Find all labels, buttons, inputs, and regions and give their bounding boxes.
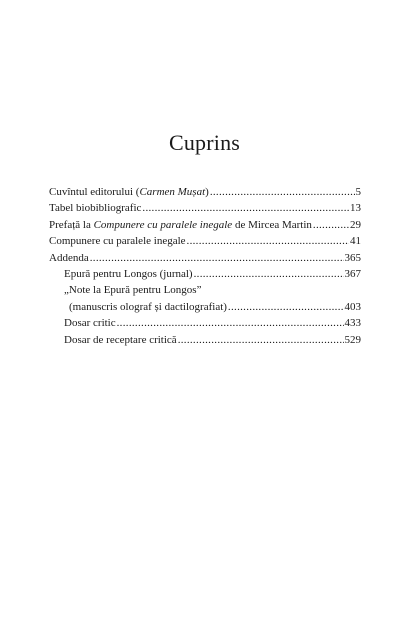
toc-entry-label: Dosar de receptare critică [64,333,177,346]
leader-dots [90,252,344,264]
toc-entry-label: Addenda [49,251,89,264]
toc-page-number: 29 [350,218,361,231]
leader-dots [194,268,344,280]
leader-dots [210,186,355,198]
toc-subentry-label: „Note la Epură pentru Longos” [64,284,202,297]
toc-subentry [49,334,361,350]
toc-entry-label: Dosar critic [64,317,116,330]
toc-entry [49,202,361,218]
toc-subentry [49,268,361,284]
leader-dots [228,301,344,313]
toc-entry-label: Compunere cu paralele inegale [49,235,186,248]
toc-subentry [49,301,361,317]
leader-dots [142,202,349,214]
toc-page-number: 41 [350,235,361,248]
toc-page-number: 433 [344,317,361,330]
toc-entry-label: (manuscris olograf și dactilografiat) [69,300,227,313]
leader-dots [117,317,344,329]
toc-entry [49,186,361,202]
toc-entry-label: Tabel biobibliografic [49,202,142,215]
leader-dots [313,219,349,231]
leader-dots [178,334,344,346]
toc-entry [49,252,361,268]
toc-entry [49,219,361,235]
toc-entry-label: Prefață la Compunere cu paralele inegale de Mircea Martin [49,218,312,231]
toc-entry-label: Cuvîntul editorului (Carmen Mușat) [49,186,209,198]
page-title: Cuprins [168,130,241,155]
toc-page-number: 13 [350,202,361,215]
toc-entry-label: Epură pentru Longos (jurnal) [64,267,193,280]
toc-subentry [49,317,361,333]
toc-page-number: 367 [344,267,361,280]
table-of-contents [49,186,361,350]
toc-page-number: 529 [344,333,361,346]
toc-page-number: 5 [355,186,361,198]
leader-dots [187,235,349,247]
toc-page-number: 403 [344,300,361,313]
toc-entry [49,235,361,251]
toc-page-number: 365 [344,251,361,264]
